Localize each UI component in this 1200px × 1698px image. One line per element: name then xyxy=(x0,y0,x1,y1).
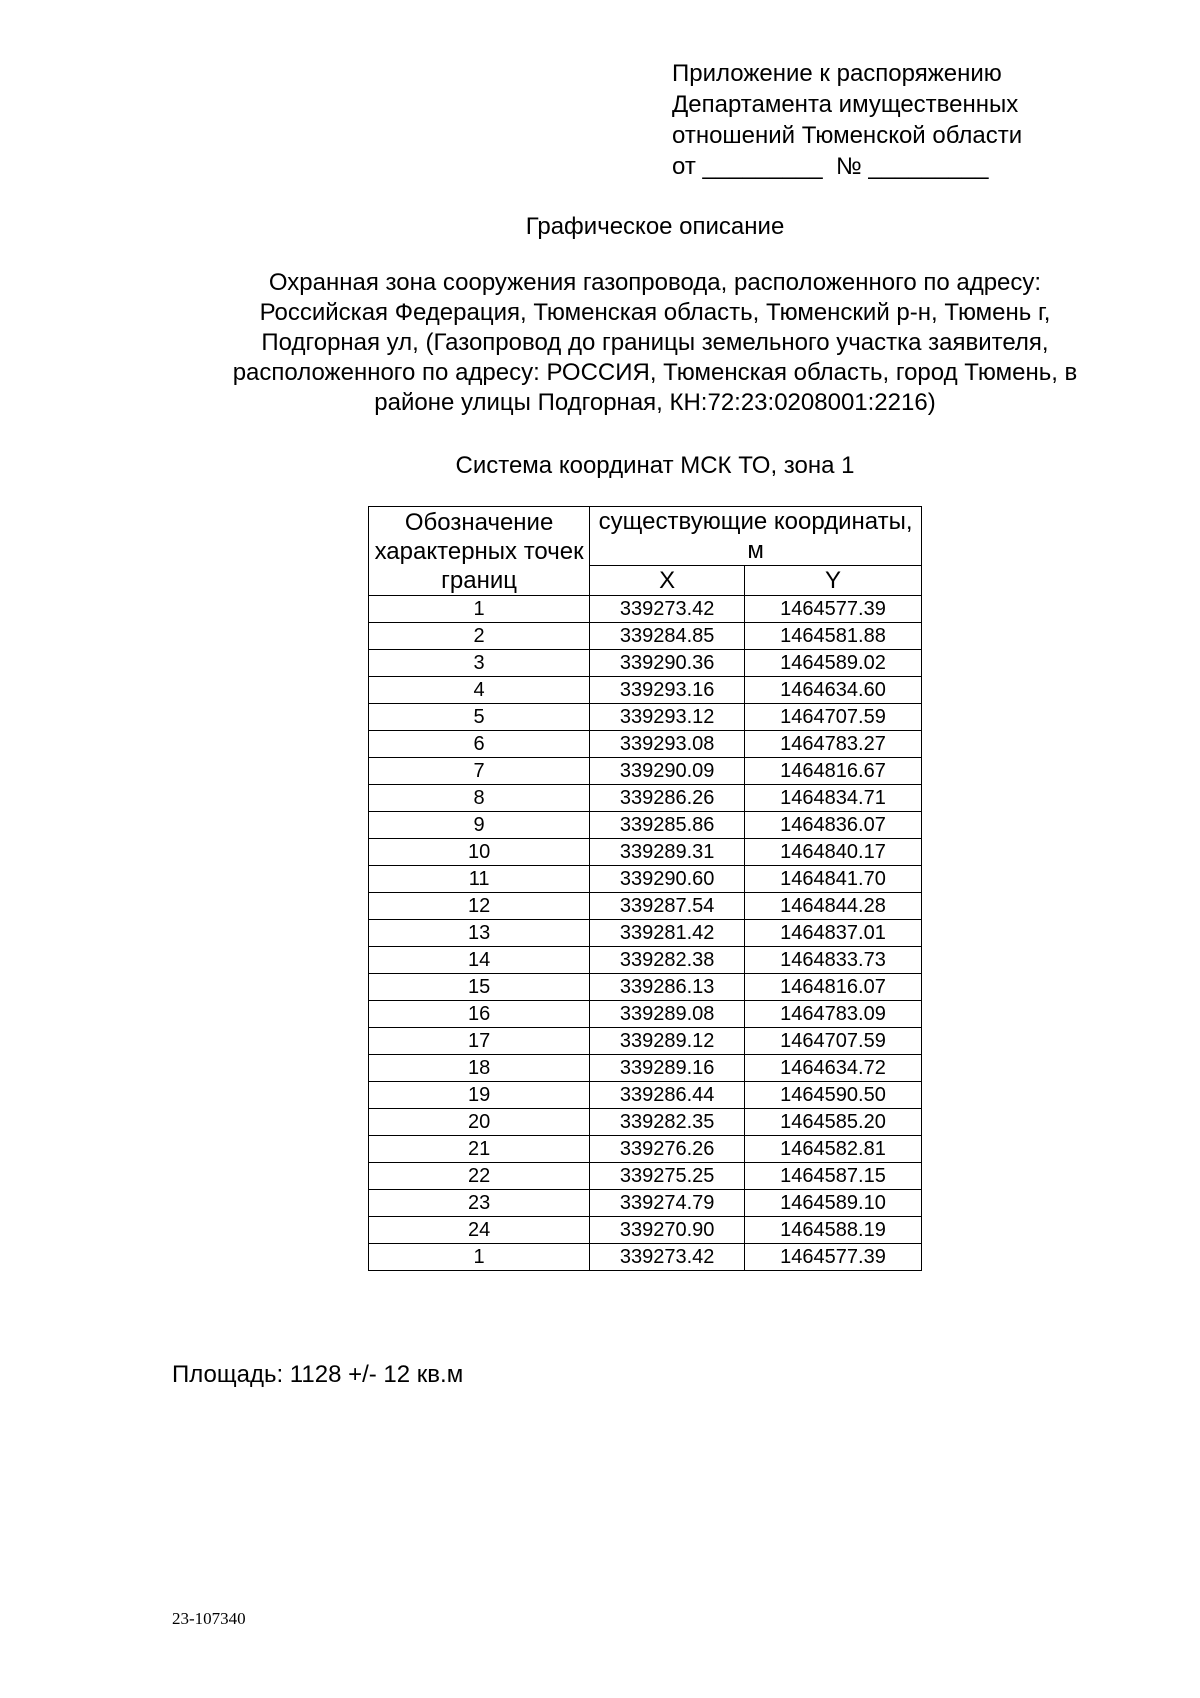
table-row xyxy=(369,1136,922,1163)
point-number-cell: 15 xyxy=(369,974,590,1001)
point-number-cell: 17 xyxy=(369,1028,590,1055)
coordinate-system-label: Система координат МСК ТО, зона 1 xyxy=(455,452,855,479)
point-number-cell: 20 xyxy=(369,1109,590,1136)
table-row xyxy=(369,704,922,731)
table-row xyxy=(369,1244,922,1271)
table-row xyxy=(369,1163,922,1190)
appendix-line: от _________ № _________ xyxy=(672,153,989,180)
y-coordinate-cell: 1464841.70 xyxy=(745,866,922,893)
table-row xyxy=(369,1055,922,1082)
x-coordinate-cell: 339293.12 xyxy=(590,704,745,731)
y-coordinate-cell: 1464634.72 xyxy=(745,1055,922,1082)
coordinates-table xyxy=(368,506,922,1271)
table-row xyxy=(369,866,922,893)
table-row xyxy=(369,1190,922,1217)
point-number-cell: 13 xyxy=(369,920,590,947)
point-number-cell: 6 xyxy=(369,731,590,758)
x-coordinate-cell: 339276.26 xyxy=(590,1136,745,1163)
point-number-cell: 16 xyxy=(369,1001,590,1028)
table-row xyxy=(369,1109,922,1136)
description-line: Подгорная ул, (Газопровод до границы земельного участка заявителя, xyxy=(261,329,1049,356)
table-row xyxy=(369,1082,922,1109)
point-number-cell: 3 xyxy=(369,650,590,677)
x-coordinate-cell: 339284.85 xyxy=(590,623,745,650)
y-coordinate-cell: 1464581.88 xyxy=(745,623,922,650)
table-row xyxy=(369,1028,922,1055)
table-row xyxy=(369,731,922,758)
description-line: Охранная зона сооружения газопровода, расположенного по адресу: xyxy=(268,269,1042,296)
x-coordinate-cell: 339289.31 xyxy=(590,839,745,866)
table-row xyxy=(369,677,922,704)
y-coordinate-cell: 1464833.73 xyxy=(745,947,922,974)
table-row xyxy=(369,1001,922,1028)
table-row xyxy=(369,623,922,650)
coordinates-table-body xyxy=(369,596,922,1271)
x-coordinate-cell: 339290.60 xyxy=(590,866,745,893)
point-number-cell: 22 xyxy=(369,1163,590,1190)
document-number: 23-107340 xyxy=(172,1609,246,1628)
y-coordinate-cell: 1464834.71 xyxy=(745,785,922,812)
y-coordinate-cell: 1464783.09 xyxy=(745,1001,922,1028)
x-coordinate-cell: 339293.16 xyxy=(590,677,745,704)
point-number-cell: 14 xyxy=(369,947,590,974)
y-coordinate-cell: 1464707.59 xyxy=(745,704,922,731)
appendix-line: отношений Тюменской области xyxy=(672,122,1023,149)
point-number-cell: 8 xyxy=(369,785,590,812)
point-number-cell: 18 xyxy=(369,1055,590,1082)
x-coordinate-cell: 339286.13 xyxy=(590,974,745,1001)
appendix-line: Департамента имущественных xyxy=(672,91,1019,118)
point-number-cell: 2 xyxy=(369,623,590,650)
header-y: Y xyxy=(745,566,922,596)
x-coordinate-cell: 339273.42 xyxy=(590,596,745,623)
y-coordinate-cell: 1464589.02 xyxy=(745,650,922,677)
zone-description xyxy=(170,268,1140,418)
y-coordinate-cell: 1464816.67 xyxy=(745,758,922,785)
table-row xyxy=(369,596,922,623)
table-row xyxy=(369,812,922,839)
y-coordinate-cell: 1464837.01 xyxy=(745,920,922,947)
point-number-cell: 5 xyxy=(369,704,590,731)
x-coordinate-cell: 339289.16 xyxy=(590,1055,745,1082)
x-coordinate-cell: 339286.44 xyxy=(590,1082,745,1109)
table-row xyxy=(369,920,922,947)
y-coordinate-cell: 1464634.60 xyxy=(745,677,922,704)
description-line: районе улицы Подгорная, КН:72:23:0208001:2216) xyxy=(374,389,936,416)
header-existing-coordinates: существующие координаты, м xyxy=(590,507,922,566)
description-line: расположенного по адресу: РОССИЯ, Тюменская область, город Тюмень, в xyxy=(232,359,1078,386)
y-coordinate-cell: 1464844.28 xyxy=(745,893,922,920)
y-coordinate-cell: 1464816.07 xyxy=(745,974,922,1001)
y-coordinate-cell: 1464783.27 xyxy=(745,731,922,758)
y-coordinate-cell: 1464840.17 xyxy=(745,839,922,866)
x-coordinate-cell: 339275.25 xyxy=(590,1163,745,1190)
point-number-cell: 7 xyxy=(369,758,590,785)
table-row xyxy=(369,893,922,920)
table-row xyxy=(369,839,922,866)
point-number-cell: 10 xyxy=(369,839,590,866)
y-coordinate-cell: 1464707.59 xyxy=(745,1028,922,1055)
x-coordinate-cell: 339290.09 xyxy=(590,758,745,785)
table-row xyxy=(369,785,922,812)
point-number-cell: 4 xyxy=(369,677,590,704)
point-number-cell: 12 xyxy=(369,893,590,920)
y-coordinate-cell: 1464589.10 xyxy=(745,1190,922,1217)
point-number-cell: 21 xyxy=(369,1136,590,1163)
table-row xyxy=(369,974,922,1001)
x-coordinate-cell: 339281.42 xyxy=(590,920,745,947)
table-row xyxy=(369,650,922,677)
x-coordinate-cell: 339282.35 xyxy=(590,1109,745,1136)
point-number-cell: 1 xyxy=(369,596,590,623)
y-coordinate-cell: 1464587.15 xyxy=(745,1163,922,1190)
x-coordinate-cell: 339273.42 xyxy=(590,1244,745,1271)
y-coordinate-cell: 1464836.07 xyxy=(745,812,922,839)
point-number-cell: 23 xyxy=(369,1190,590,1217)
header-x: X xyxy=(590,566,745,596)
area-label: Площадь: 1128 +/- 12 кв.м xyxy=(172,1361,464,1388)
table-row xyxy=(369,758,922,785)
point-number-cell: 11 xyxy=(369,866,590,893)
x-coordinate-cell: 339293.08 xyxy=(590,731,745,758)
x-coordinate-cell: 339287.54 xyxy=(590,893,745,920)
header-point-designation: Обозначение характерных точек границ xyxy=(369,507,590,596)
x-coordinate-cell: 339290.36 xyxy=(590,650,745,677)
x-coordinate-cell: 339285.86 xyxy=(590,812,745,839)
x-coordinate-cell: 339282.38 xyxy=(590,947,745,974)
appendix-line: Приложение к распоряжению xyxy=(672,60,1002,87)
table-row xyxy=(369,1217,922,1244)
y-coordinate-cell: 1464585.20 xyxy=(745,1109,922,1136)
point-number-cell: 24 xyxy=(369,1217,590,1244)
x-coordinate-cell: 339289.12 xyxy=(590,1028,745,1055)
y-coordinate-cell: 1464577.39 xyxy=(745,1244,922,1271)
point-number-cell: 19 xyxy=(369,1082,590,1109)
point-number-cell: 9 xyxy=(369,812,590,839)
table-row xyxy=(369,947,922,974)
x-coordinate-cell: 339270.90 xyxy=(590,1217,745,1244)
y-coordinate-cell: 1464577.39 xyxy=(745,596,922,623)
y-coordinate-cell: 1464590.50 xyxy=(745,1082,922,1109)
point-number-cell: 1 xyxy=(369,1244,590,1271)
x-coordinate-cell: 339289.08 xyxy=(590,1001,745,1028)
x-coordinate-cell: 339286.26 xyxy=(590,785,745,812)
document-title: Графическое описание xyxy=(525,213,785,240)
y-coordinate-cell: 1464588.19 xyxy=(745,1217,922,1244)
x-coordinate-cell: 339274.79 xyxy=(590,1190,745,1217)
description-line: Российская Федерация, Тюменская область, Тюменский р-н, Тюмень г, xyxy=(259,299,1051,326)
appendix-block xyxy=(672,58,1022,182)
y-coordinate-cell: 1464582.81 xyxy=(745,1136,922,1163)
